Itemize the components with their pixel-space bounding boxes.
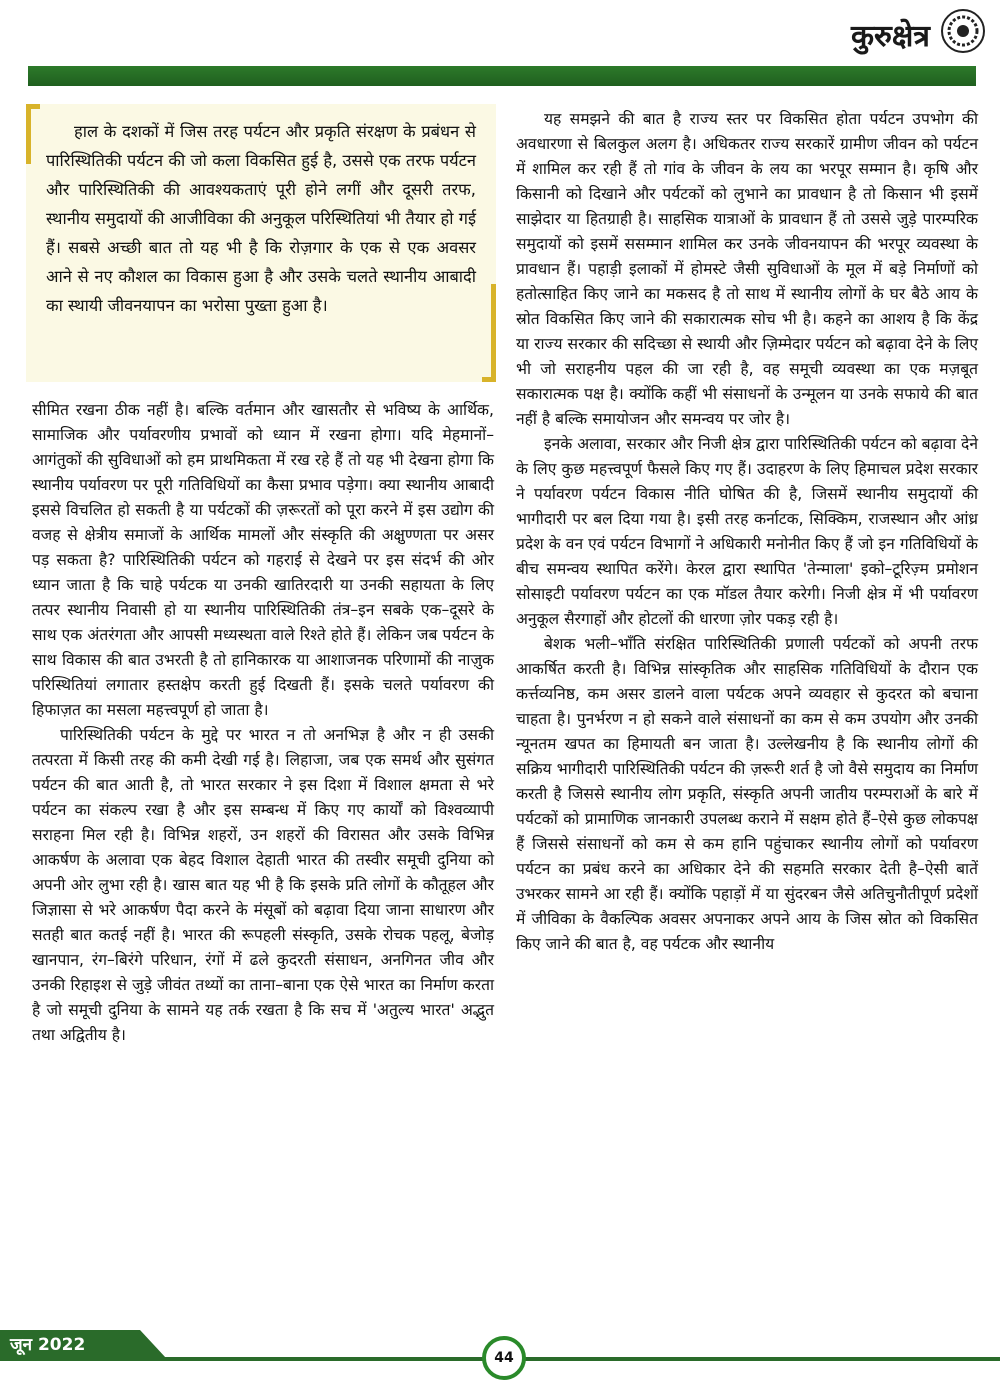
highlight-corner-top bbox=[26, 104, 40, 164]
paragraph: पारिस्थितिकी पर्यटन के मुद्दे पर भारत न तो अनभिज्ञ है और न ही उसकी तत्परता में किसी तरह की कमी देखी गई है। लिहाजा, जब एक समर्थ और सुसंगत पर्यटन की बात आती है, तो भारत सरकार ने इस दिशा में विशाल क्षमता से भरे पर्यटन का संकल्प रखा है और इस सम्बन्ध में किए गए कार्यों को विश्वव्यापी सराहना मिल रही है। विभिन्न शहरों, उन शहरों की विरासत और उसके विभिन्न आकर्षण के अलावा एक बेहद विशाल देहाती भारत की तस्वीर समूची दुनिया को अपनी ओर लुभा रही है। खास बात यह भी है कि इसके प्रति लोगों के कौतूहल और जिज्ञासा से भरे आकर्षण पैदा करने के मंसूबों को बढ़ावा दिया जाना साधारण और सतही बात कतई नहीं है। भारत की रूपहली संस्कृति, उसके रोचक पहलू, बेजोड़ खानपान, रंग–बिरंगे परिधान, रंगों में ढले कुदरती संसाधन, अनगिनत जीव और उनकी रिहाइश से जुड़े जीवंत तथ्यों का ताना–बाना एक ऐसे भारत का निर्माण करता है जो समूची दुनिया के सामने यह तर्क रखता है कि सच में 'अतुल्य भारत' अद्भुत तथा अद्वितीय है। bbox=[32, 726, 494, 1044]
issue-date: जून 2022 bbox=[10, 1335, 86, 1355]
paragraph: यह समझने की बात है राज्य स्तर पर विकसित होता पर्यटन उपभोग की अवधारणा से बिलकुल अलग है। अधिकतर राज्य सरकारें ग्रामीण जीवन को पर्यटन में शामिल कर रही हैं तो गांव के जीवन के लय का भरपूर सम्मान है। कृषि और किसानी को दिखाने और पर्यटकों को लुभाने का प्रावधान है तो किसान भी इसमें साझेदार या हितग्राही है। साहसिक यात्राओं के प्रावधान हैं तो उससे जुड़े पारम्परिक समुदायों को इसमें ससम्मान शामिल कर उनके जीवनयापन की भरपूर व्यवस्था के प्रावधान हैं। पहाड़ी इलाकों में होमस्टे जैसी सुविधाओं के मूल में बड़े निर्माणों को हतोत्साहित किए जाने का मकसद है तो साथ में स्थानीय लोगों के घर बैठे आय के स्रोत विकसित किए जाने की सकारात्मक सोच भी है। कहने का आशय है कि केंद्र या राज्य सरकार की सदिच्छा से स्थायी और ज़िम्मेदार पर्यटन को बढ़ावा देने के लिए भी जो सराहनीय पहल की जा रही है, वह समूची व्यवस्था का एक मज़बूत सकारात्मक पक्ष है। क्योंकि कहीं भी संसाधनों के उन्मूलन या उनके सफाये की बात नहीं है बल्कि समायोजन और समन्वय पर जोर है। bbox=[516, 110, 978, 428]
left-column bbox=[32, 398, 494, 1048]
highlight-text bbox=[46, 117, 476, 320]
page-number: 44 bbox=[482, 1336, 526, 1380]
highlight-paragraph: हाल के दशकों में जिस तरह पर्यटन और प्रकृति संरक्षण के प्रबंधन से पारिस्थितिकी पर्यटन की जो कला विकसित हुई है, उससे एक तरफ पर्यटन और पारिस्थितिकी की आवश्यकताएं पूरी होने लगीं और दूसरी तरफ, स्थानीय समुदायों की आजीविका की अनुकूल परिस्थितियां भी तैयार हो गई हैं। सबसे अच्छी बात तो यह भी है कि रोज़गार के एक से एक अवसर आने से नए कौशल का विकास हुआ है और उसके चलते स्थानीय आबादी का स्थायी जीवनयापन का भरोसा पुख्ता हुआ है। bbox=[46, 122, 476, 315]
magazine-title: कुरुक्षेत्र bbox=[850, 19, 930, 54]
header-bar bbox=[28, 66, 976, 86]
highlight-corner-bottom bbox=[482, 284, 496, 382]
emblem-icon bbox=[940, 8, 986, 54]
paragraph: सीमित रखना ठीक नहीं है। बल्कि वर्तमान और खासतौर से भविष्य के आर्थिक, सामाजिक और पर्यावरणीय प्रभावों को ध्यान में रखना होगा। यदि मेहमानों–आगंतुकों की सुविधाओं को हम प्राथमिकता में रख रहे हैं तो यह भी देखना होगा कि स्थानीय पर्यावरण पर पूरी गतिविधियों का कैसा प्रभाव पड़ेगा। क्या स्थानीय आबादी इससे विचलित हो सकती है या पर्यटकों की ज़रूरतों को पूरा करने में इस उद्योग की वजह से क्षेत्रीय समाजों के आर्थिक मामलों और संस्कृति की अक्षुण्णता पर असर पड़ सकता है? पारिस्थितिकी पर्यटन को गहराई से देखने पर इस संदर्भ की ओर ध्यान जाता है कि चाहे पर्यटक या उनकी खातिरदारी या उनकी सहायता के लिए तत्पर स्थानीय निवासी हो या स्थानीय पारिस्थितिकी तंत्र–इन सबके एक–दूसरे के साथ एक अंतरंगता और आपसी मध्यस्थता वाले रिश्ते होते हैं। लेकिन जब पर्यटन के साथ विकास की बात उभरती है तो हानिकारक या आशाजनक परिणामों की नाज़ुक परिस्थितियां लगातार हस्तक्षेप करती हुई दिखती हैं। इसके चलते पर्यावरण की हिफाज़त का मसला महत्त्वपूर्ण हो जाता है। bbox=[32, 401, 494, 719]
paragraph: बेशक भली–भाँति संरक्षित पारिस्थितिकी प्रणाली पर्यटकों को अपनी तरफ आकर्षित करती है। विभिन्न सांस्कृतिक और साहसिक गतिविधियों के दौरान एक कर्त्तव्यनिष्ठ, कम असर डालने वाला पर्यटक अपने व्यवहार से कुदरत को बचाना चाहता है। पुनर्भरण न हो सकने वाले संसाधनों का कम से कम उपयोग और उनकी न्यूनतम खपत का हिमायती बन जाता है। उल्लेखनीय है कि स्थानीय लोगों की सक्रिय भागीदारी पारिस्थितिकी पर्यटन की ज़रूरी शर्त है जो वैसे समुदाय का निर्माण करती है जिससे स्थानीय लोग प्रकृति, संस्कृति अपनी जातीय परम्पराओं के बारे में पर्यटकों को प्रामाणिक जानकारी उपलब्ध कराने में सक्षम होते हैं–ऐसे कुछ लोकपक्ष हैं जिससे संसाधनों को कम से कम हानि पहुंचाकर स्थानीय लोगों को पर्यावरण पर्यटन का प्रबंध करने का अधिकार देने की सहमति सरकार देती है–ऐसी बातें उभरकर सामने आ रही हैं। क्योंकि पहाड़ों में या सुंदरबन जैसे अतिचुनौतीपूर्ण प्रदेशों में जीविका के वैकल्पिक अवसर अपनाकर अपने आय के जिस स्रोत को विकसित किए जाने की बात है, वह पर्यटक और स्थानीय bbox=[516, 635, 978, 953]
right-column bbox=[516, 107, 978, 957]
paragraph: इनके अलावा, सरकार और निजी क्षेत्र द्वारा पारिस्थितिकी पर्यटन को बढ़ावा देने के लिए कुछ महत्त्वपूर्ण फैसले किए गए हैं। उदाहरण के लिए हिमाचल प्रदेश सरकार ने पर्यावरण पर्यटन विकास नीति घोषित की है, जिसमें स्थानीय समुदायों की भागीदारी पर बल दिया गया है। इसी तरह कर्नाटक, सिक्किम, राजस्थान और आंध्र प्रदेश के वन एवं पर्यटन विभागों ने अधिकारी मनोनीत किए हैं जो इन गतिविधियों के बीच समन्वय स्थापित करेंगे। केरल द्वारा स्थापित 'तेन्माला' इको–टूरिज़्म प्रमोशन सोसाइटी पर्यावरण पर्यटन का एक मॉडल तैयार करेगी। निजी क्षेत्र में भी पर्यावरण अनुकूल सैरगाहों और होटलों की धारणा ज़ोर पकड़ रही है। bbox=[516, 435, 978, 628]
